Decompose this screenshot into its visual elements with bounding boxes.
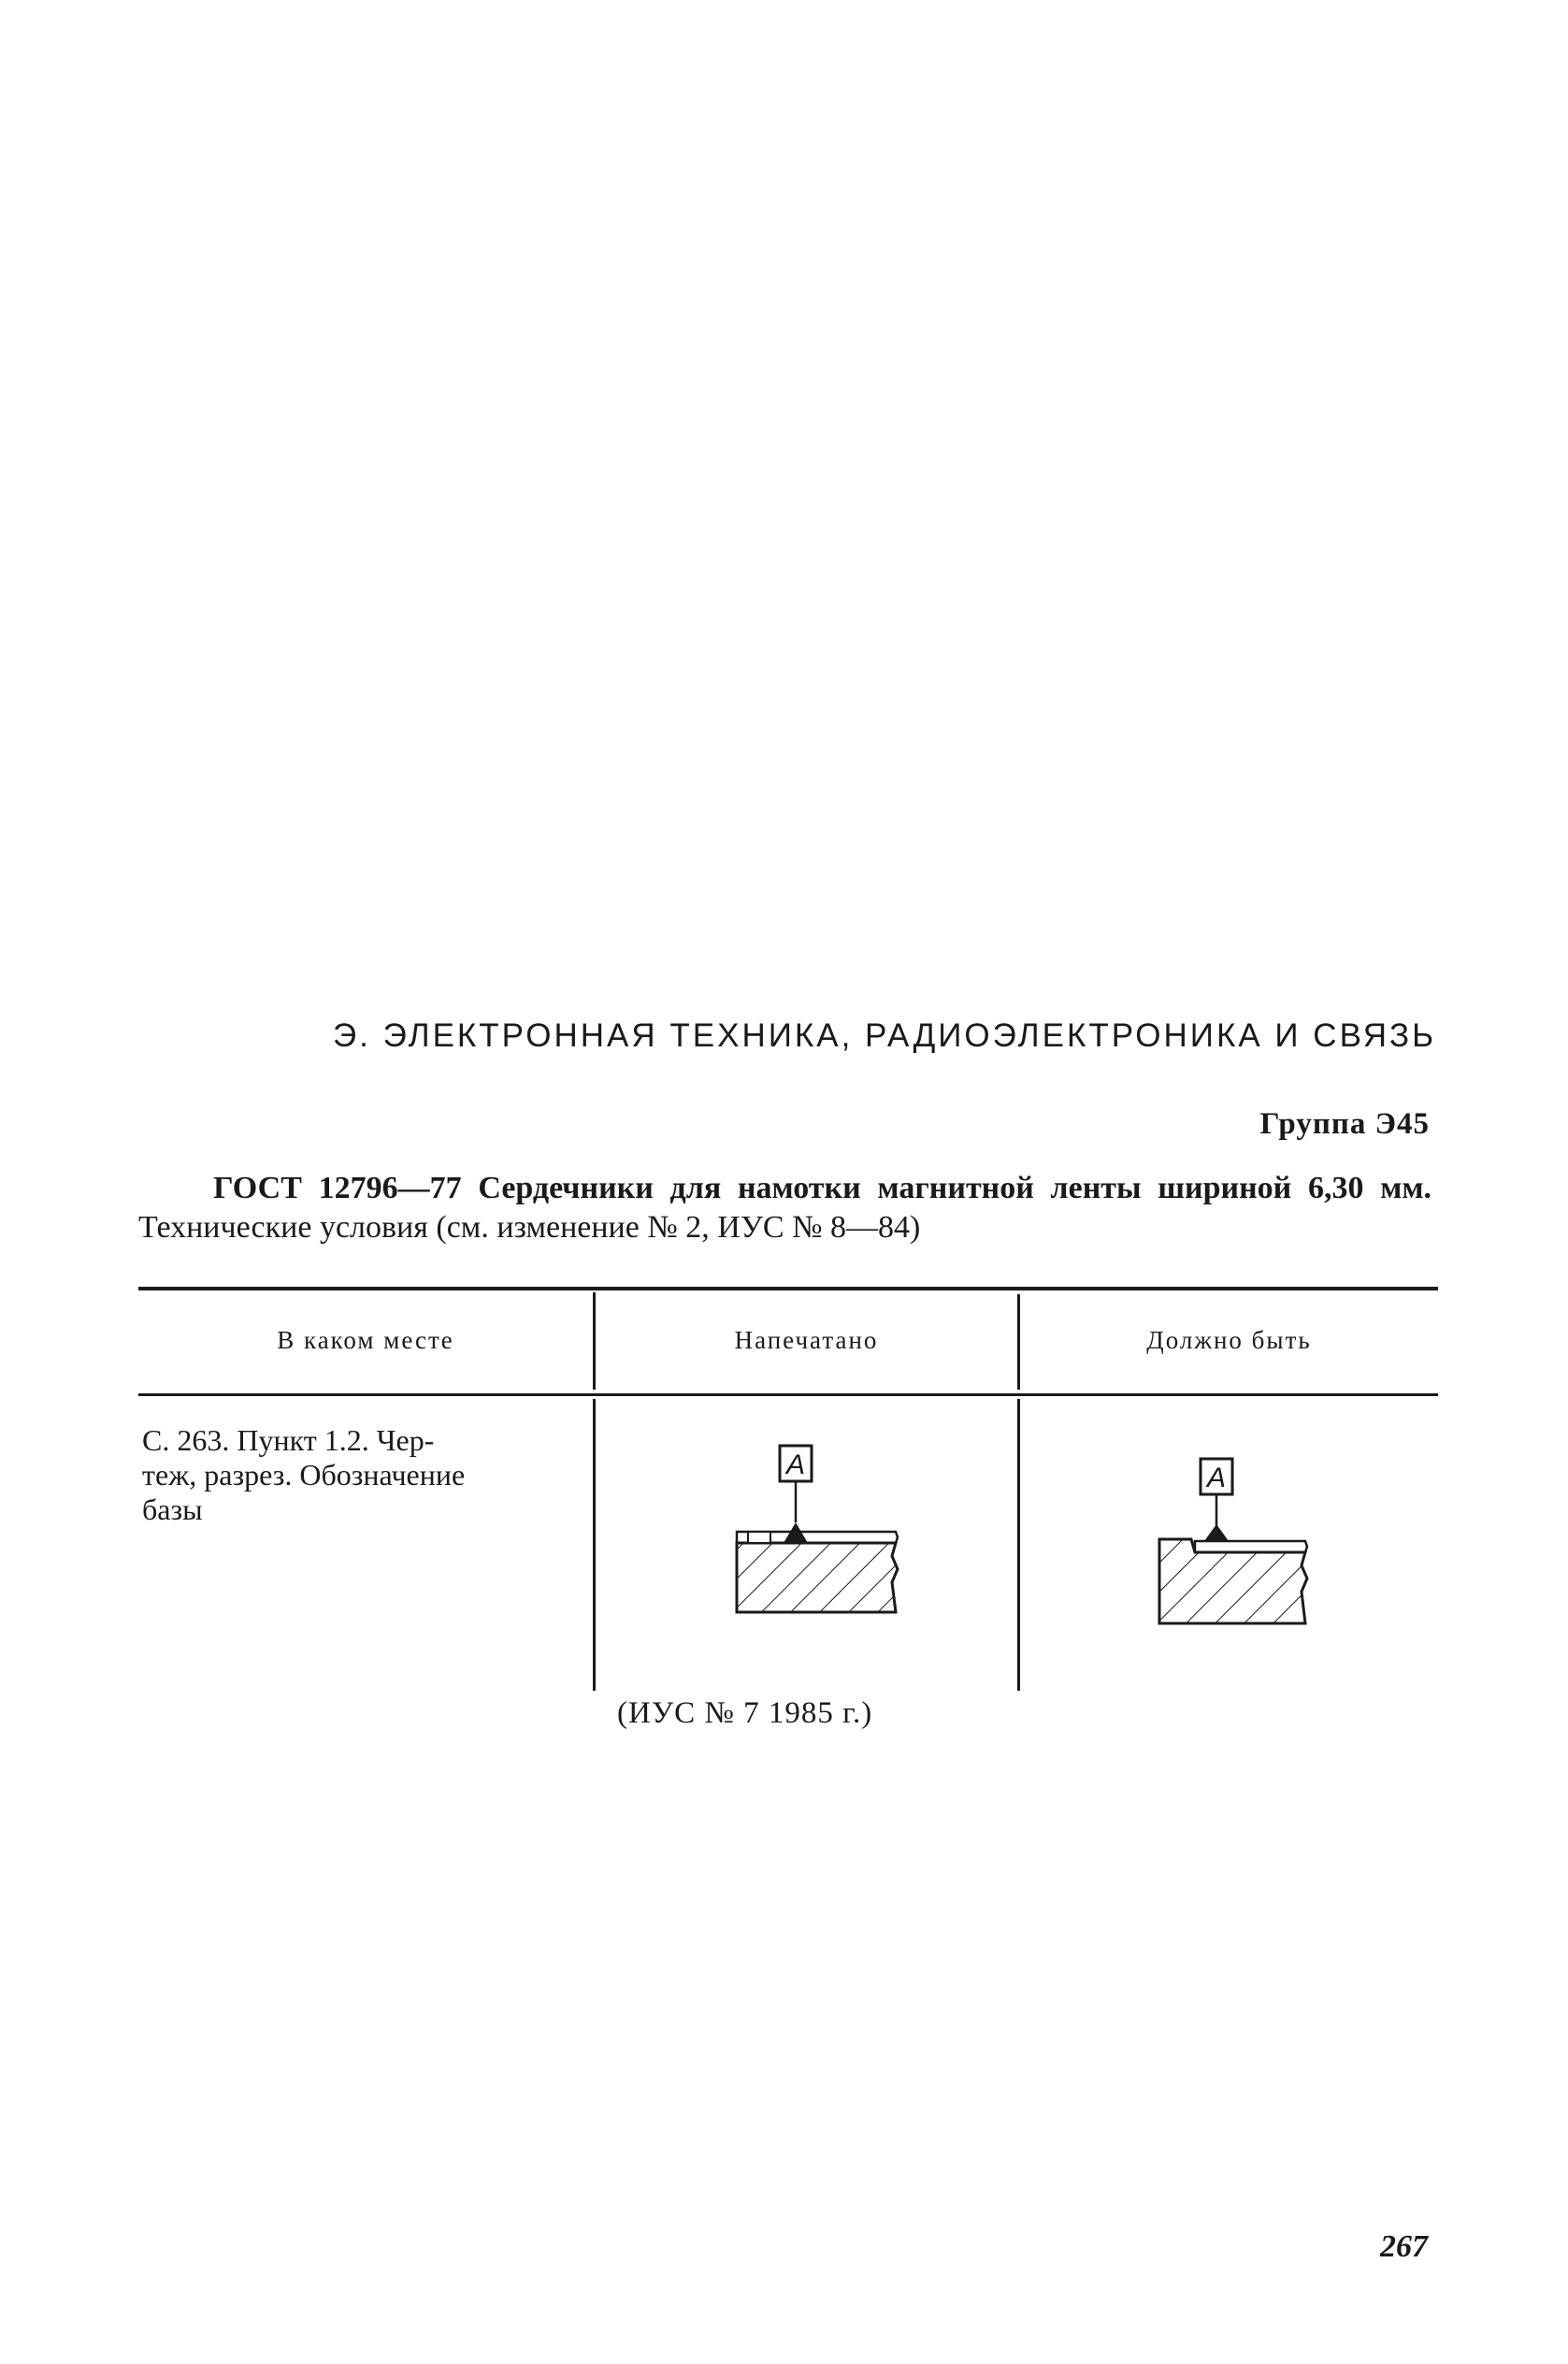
section-title: Э. ЭЛЕКТРОННАЯ ТЕХНИКА, РАДИОЭЛЕКТРОНИКА И СВЯЗЬ — [333, 1017, 1437, 1054]
datum-label: A — [1206, 1463, 1227, 1493]
footnote: (ИУС № 7 1985 г.) — [617, 1696, 873, 1730]
location-line: С. 263. Пункт 1.2. Чер- — [142, 1423, 435, 1457]
table-top-rule — [138, 1287, 1438, 1290]
table-header-printed: Напечатано — [734, 1326, 879, 1354]
document-heading — [138, 1169, 1431, 1247]
table-column-divider-1-body — [593, 1399, 596, 1691]
location-line: базы — [142, 1492, 203, 1526]
document-title-line2: Технические условия (см. изменение № 2, ИУС № 8—84) — [138, 1210, 921, 1245]
table-row-location — [142, 1423, 582, 1527]
document-heading-line1 — [138, 1169, 1431, 1208]
correct-datum-drawing — [1156, 1449, 1333, 1655]
table-column-divider-2-body — [1017, 1399, 1020, 1691]
location-line: теж, разрез. Обозначение — [142, 1458, 466, 1492]
table-header-rule — [138, 1393, 1438, 1396]
table-header-correct: Должно быть — [1146, 1326, 1312, 1354]
printed-datum-drawing — [729, 1440, 907, 1646]
page-number: 267 — [1380, 2229, 1428, 2264]
document-code: ГОСТ 12796—77 — [213, 1171, 462, 1205]
document-title-line1: Сердечники для намотки магнитной ленты шириной 6,30 мм. — [478, 1171, 1432, 1205]
datum-label: A — [785, 1449, 806, 1480]
table-header-location: В каком месте — [277, 1326, 454, 1354]
group-label: Группа Э45 — [1259, 1107, 1430, 1141]
